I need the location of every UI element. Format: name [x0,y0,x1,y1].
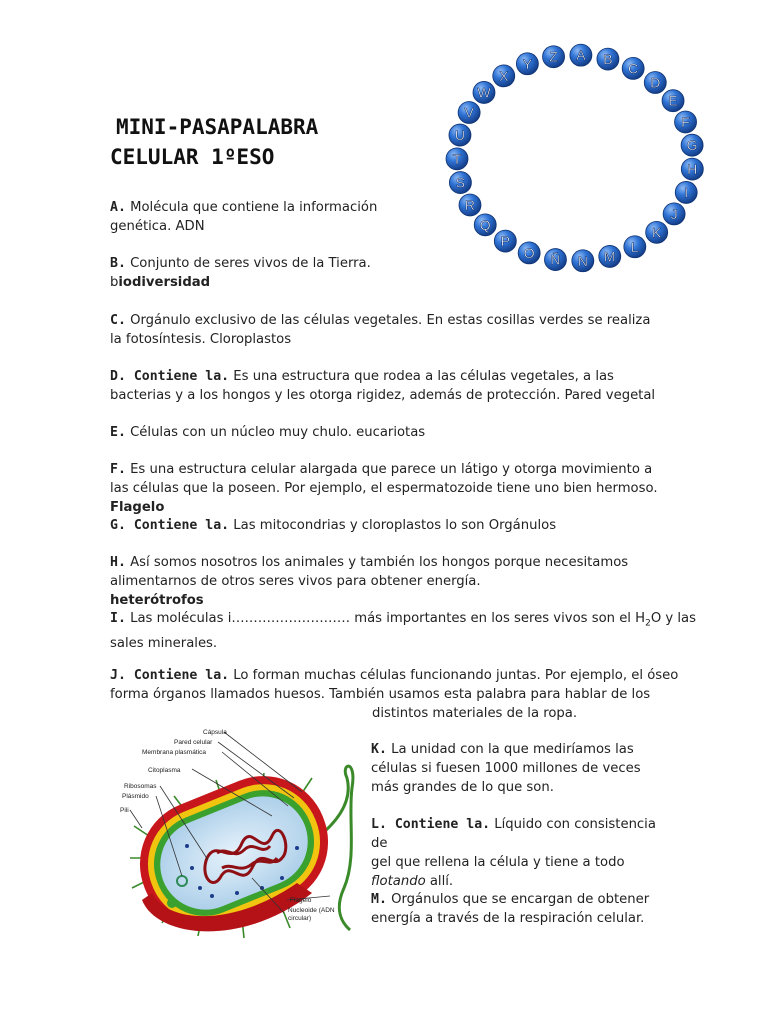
svg-text:F: F [681,113,690,130]
svg-text:M: M [603,248,616,265]
question-g-letter: G. Contiene la. [110,518,230,533]
label-capsula: Cápsula [203,729,227,736]
label-membrana: Membrana plasmática [142,749,206,756]
question-l-text: Líquido con consistencia de [371,817,656,851]
ring-letter-n [572,250,594,272]
ring-letter-b [597,48,619,70]
svg-text:T: T [452,150,462,167]
svg-text:G: G [686,137,698,154]
question-g [110,516,670,535]
title-line-2: CELULAR 1ºESO [110,145,275,169]
svg-text:W: W [477,84,491,101]
svg-text:E: E [668,92,678,109]
question-f-text: Es una estructura celular alargada que parece un látigo y otorga movimiento a [130,462,653,477]
label-plasmido: Plásmido [122,793,149,800]
question-c-text2: la fotosíntesis. [110,332,206,347]
ring-letter-m [599,245,621,267]
question-k [371,740,671,797]
svg-text:H: H [687,161,698,178]
svg-text:B: B [603,51,613,68]
question-b [110,254,410,292]
question-d-answer: Pared vegetal [564,388,656,403]
label-pili: Pili [120,807,129,814]
question-j-text2: forma órganos llamados huesos. También usamos esta palabra para hablar de los [110,687,651,702]
svg-text:J: J [670,205,678,222]
ring-letter-e [662,90,684,112]
question-f-letter: F. [110,462,126,477]
label-citoplasma: Citoplasma [148,767,181,774]
ring-letter-d [644,72,666,94]
svg-text:C: C [628,60,639,77]
label-nucleoide-2: circular) [288,915,312,922]
question-i-subscript: 2 [645,618,651,629]
question-c-answer: Cloroplastos [209,332,292,347]
question-c [110,311,670,349]
question-a-text2: genética. [110,219,172,234]
ring-letter-u [449,124,471,146]
question-a [110,198,410,236]
title-line-1: MINI-PASAPALABRA [116,115,319,139]
question-b-answer-prefix: b [110,275,119,290]
ring-letter-w [473,81,495,103]
question-h [110,553,700,610]
question-m-text2: energía a través de la respiración celular. [371,911,645,926]
question-k-letter: K. [371,742,387,757]
question-l-letter: L. Contiene la. [371,817,491,832]
ring-letter-a [570,44,592,66]
ring-letter-f [675,111,697,133]
question-c-letter: C. [110,313,126,328]
question-i-letter: I. [110,611,126,626]
svg-text:K: K [652,224,662,241]
question-d [110,367,680,405]
question-k-text2: células si fuesen 1000 millones de veces [371,761,641,776]
ring-letter-l [624,236,646,258]
question-f-answer: Flagelo [110,500,165,515]
question-a-text: Molécula que contiene la información [130,200,378,215]
svg-text:D: D [650,74,661,91]
svg-text:Q: Q [479,216,491,233]
question-e-answer: eucariotas [356,425,426,440]
ring-letter-s [449,172,471,194]
ring-letter-j [663,203,685,225]
ring-letter-r [459,194,481,216]
question-b-answer: iodiversidad [118,275,211,290]
ring-letter-q [474,214,496,236]
ring-letter-h [681,158,703,180]
question-i-text2: sales minerales. [110,635,218,651]
page-title [110,112,318,172]
question-e-text: Células con un núcleo muy chulo. [130,425,352,440]
ring-letter-k [646,221,668,243]
question-b-letter: B. [110,256,126,271]
question-j-text: Lo forman muchas células funcionando juntas. Por ejemplo, el óseo [233,668,679,683]
question-a-answer: ADN [175,219,205,234]
question-h-letter: H. [110,555,126,570]
question-l [371,815,671,891]
svg-text:O: O [523,244,535,261]
question-l-text2: gel que rellena la célula y tiene a todo [371,855,625,870]
ring-letter-ñ [544,249,566,271]
question-d-text2: bacterias y a los hongos y les otorga rigidez, además de protección. [110,388,561,403]
question-h-text2: alimentarnos de otros seres vivos para obtener energía. [110,574,481,589]
ring-letter-c [622,57,644,79]
question-d-letter: D. Contiene la. [110,369,230,384]
question-g-text: Las mitocondrias y cloroplastos lo son [233,518,485,533]
svg-text:P: P [500,233,510,250]
question-f-text2: las células que la poseen. Por ejemplo, el espermatozoide tiene uno bien hermoso. [110,481,658,496]
bacteria-diagram [112,718,362,948]
question-a-letter: A. [110,200,126,215]
question-l-text3-em: flotando [371,874,426,889]
svg-text:V: V [464,104,474,121]
svg-text:I: I [684,184,689,201]
ring-letter-o [518,242,540,264]
svg-text:S: S [455,174,466,191]
label-flagelo: Flagelo [290,897,312,904]
question-j [110,666,700,723]
svg-text:Ñ: Ñ [550,251,561,268]
label-nucleoide-1: Nucleoide (ADN [288,907,335,914]
question-j-letter: J. Contiene la. [110,668,230,683]
label-ribosomas: Ribosomas [124,783,157,790]
ring-letter-g [681,134,703,156]
label-pared: Pared celular [174,739,213,746]
question-h-answer: heterótrofos [110,593,204,608]
ring-letter-x [493,65,515,87]
ring-letter-t [446,148,468,170]
question-e-letter: E. [110,425,126,440]
question-j-text3: distintos materiales de la ropa. [372,706,578,721]
ring-letter-y [516,53,538,75]
ring-letter-i [675,181,697,203]
ring-letter-p [494,230,516,252]
question-g-answer: Orgánulos [488,518,557,533]
svg-text:X: X [499,67,509,84]
svg-text:R: R [464,196,476,213]
svg-text:U: U [454,127,466,144]
ring-letter-v [458,102,480,124]
svg-text:Z: Z [549,48,558,65]
question-m-letter: M. [371,892,387,907]
svg-text:L: L [630,238,639,255]
question-b-text: Conjunto de seres vivos de la Tierra. [130,256,371,271]
letter-ring [430,28,720,288]
question-m [371,890,671,928]
question-d-text: Es una estructura que rodea a las células vegetales, a las [233,369,614,384]
question-h-text: Así somos nosotros los animales y también los hongos porque necesitamos [130,555,629,570]
question-i-text: Las moléculas i……………………… más importantes en los seres vivos son el H [130,611,646,626]
question-k-text: La unidad con la que mediríamos las [391,742,634,757]
svg-text:A: A [576,47,586,64]
question-m-text: Orgánulos que se encargan de obtener [391,892,650,907]
question-i [110,609,700,653]
svg-text:Y: Y [522,55,533,72]
ring-letter-z [543,46,565,68]
question-f [110,460,700,517]
question-e [110,423,670,442]
question-k-text3: más grandes de lo que son. [371,780,554,795]
question-l-text3: allí. [429,874,454,889]
svg-text:N: N [577,252,588,269]
question-i-text-after: O y las [650,611,697,626]
question-c-text: Orgánulo exclusivo de las células vegetales. En estas cosillas verdes se realiza [130,313,651,328]
